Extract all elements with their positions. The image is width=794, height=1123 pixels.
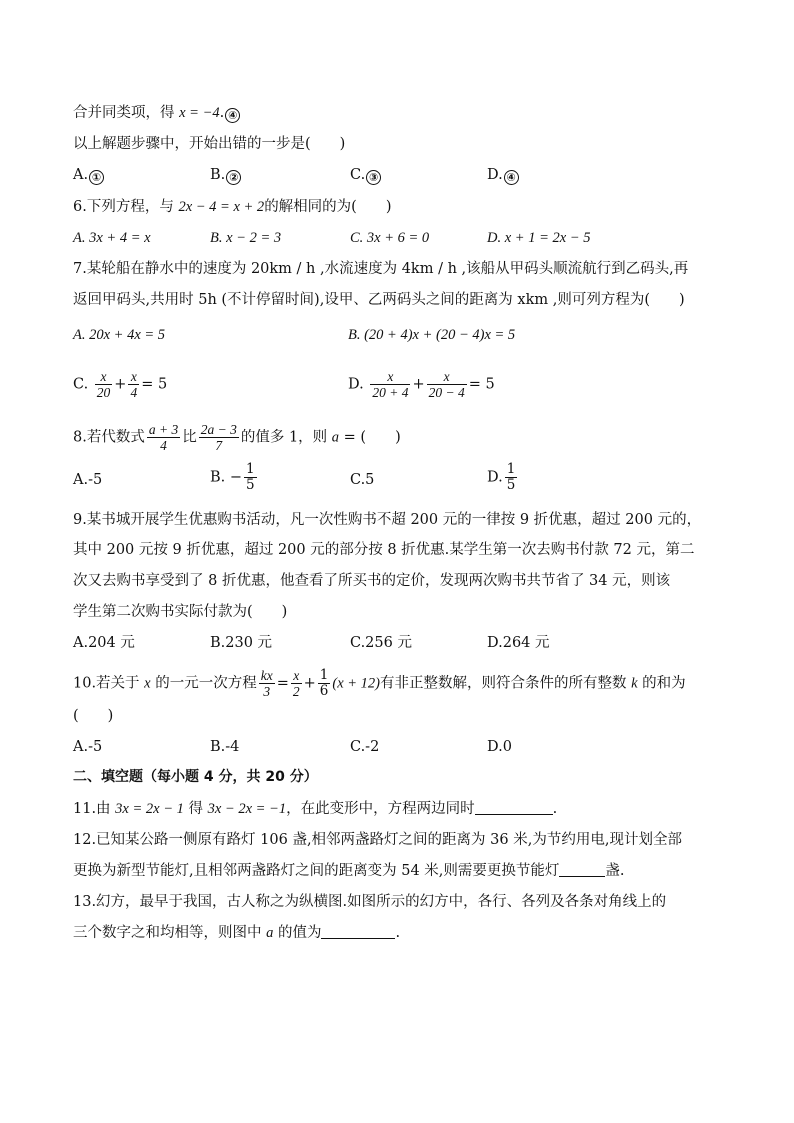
q9-stem-line2: 其中 200 元按 9 折优惠，超过 200 元的部分按 8 折优惠.某学生第一次去购书付款 72 元，第二	[73, 542, 695, 558]
q9-option-a[interactable]: A.204 元	[73, 635, 135, 651]
q12-stem-line2: 更换为新型节能灯,且相邻两盏路灯之间的距离变为 54 米,则需要更换节能灯 盏.	[73, 863, 625, 879]
q7-option-c[interactable]: C. $\frac{x}{20}$ + $\frac{x}{4}$ = 5	[73, 369, 168, 400]
q10-option-b[interactable]: B.-4	[210, 739, 240, 755]
q7-option-d[interactable]: D. $\frac{x}{20 + 4}$ + $\frac{x}{20 - 4}$ = 5	[348, 369, 495, 400]
q7-stem-line2: 返回甲码头,共用时 5h (不计停留时间),设甲、乙两码头之间的距离为 xkm ,则可列方程为( )	[73, 292, 685, 308]
q6-stem: 6.下列方程，与 2x − 4 = x + 2的解相同的为( )	[73, 199, 392, 215]
q10-option-a[interactable]: A.-5	[73, 739, 103, 755]
q9-stem-line1: 9.某书城开展学生优惠购书活动，凡一次性购书不超 200 元的一律按 9 折优惠，超过 200 元的，	[73, 512, 702, 528]
section-title-fill-blank: 二、填空题（每小题 4 分，共 20 分）	[73, 769, 318, 785]
q8-option-c[interactable]: C.5	[350, 472, 375, 488]
q10-option-d[interactable]: D.0	[487, 739, 512, 755]
q6-option-d[interactable]: D. x + 1 = 2x − 5	[487, 230, 591, 246]
q13-stem-line1: 13.幻方，最早于我国，古人称之为纵横图.如图所示的幻方中，各行、各列及各条对角线上的	[73, 894, 667, 910]
q6-option-a[interactable]: A. 3x + 4 = x	[73, 230, 151, 246]
circled-four: ④	[225, 108, 240, 123]
q11-stem: 11.由 3x = 2x − 1 得 3x − 2x = −1，在此变形中，方程两边同时 .	[73, 801, 558, 817]
q13-stem-line2: 三个数字之和均相等，则图中 a 的值为 .	[73, 925, 401, 941]
q6-option-b[interactable]: B. x − 2 = 3	[210, 230, 282, 246]
q12-answer-blank[interactable]	[559, 862, 605, 877]
q8-stem: 8.若代数式 $\frac{a + 3}{4}$ 比 $\frac{2a - 3}{7}$ 的值多 1，则 a = ( )	[73, 422, 401, 453]
q7-stem-line1: 7.某轮船在静水中的速度为 20km / h ,水流速度为 4km / h ,该船从甲码头顺流航行到乙码头,再	[73, 261, 689, 277]
q5-option-a[interactable]: A. ①	[73, 166, 104, 185]
q10-option-c[interactable]: C.-2	[350, 739, 380, 755]
q5-option-b[interactable]: B. ②	[210, 166, 241, 185]
q9-option-d[interactable]: D.264 元	[487, 635, 550, 651]
q5-option-c[interactable]: C. ③	[350, 166, 381, 185]
q5-step4: 合并同类项，得 x = −4. ④	[73, 104, 240, 123]
q9-stem-line4: 学生第二次购书实际付款为( )	[73, 604, 288, 620]
q9-option-c[interactable]: C.256 元	[350, 635, 412, 651]
q10-answer-paren: ( )	[73, 708, 114, 724]
q5-question: 以上解题步骤中，开始出错的一步是( )	[73, 136, 346, 152]
q13-answer-blank[interactable]	[321, 924, 395, 939]
q10-stem: 10.若关于 x 的一元一次方程 $\frac{kx}{3}$ = $\frac{x}{2}$ + $\frac{1}{6}$ (x + 12)有非正整数解，则符合条件的所有整数 k 的和为	[73, 667, 686, 699]
q12-stem-line1: 12.已知某公路一侧原有路灯 106 盏,相邻两盏路灯之间的距离为 36 米,为节约用电,现计划全部	[73, 832, 682, 848]
q8-option-a[interactable]: A.-5	[73, 472, 103, 488]
q8-option-d[interactable]: D. $\frac{1}{5}$	[487, 461, 516, 493]
q6-option-c[interactable]: C. 3x + 6 = 0	[350, 230, 430, 246]
q8-option-b[interactable]: B. − $\frac{1}{5}$	[210, 461, 255, 493]
q9-stem-line3: 次又去购书享受到了 8 折优惠，他查看了所买书的定价，发现两次购书共节省了 34 元，则该	[73, 573, 671, 589]
q5-option-d[interactable]: D. ④	[487, 166, 519, 185]
q7-option-a[interactable]: A. 20x + 4x = 5	[73, 327, 166, 343]
q9-option-b[interactable]: B.230 元	[210, 635, 273, 651]
q11-answer-blank[interactable]	[475, 800, 553, 815]
q7-option-b[interactable]: B. (20 + 4)x + (20 − 4)x = 5	[348, 327, 516, 343]
